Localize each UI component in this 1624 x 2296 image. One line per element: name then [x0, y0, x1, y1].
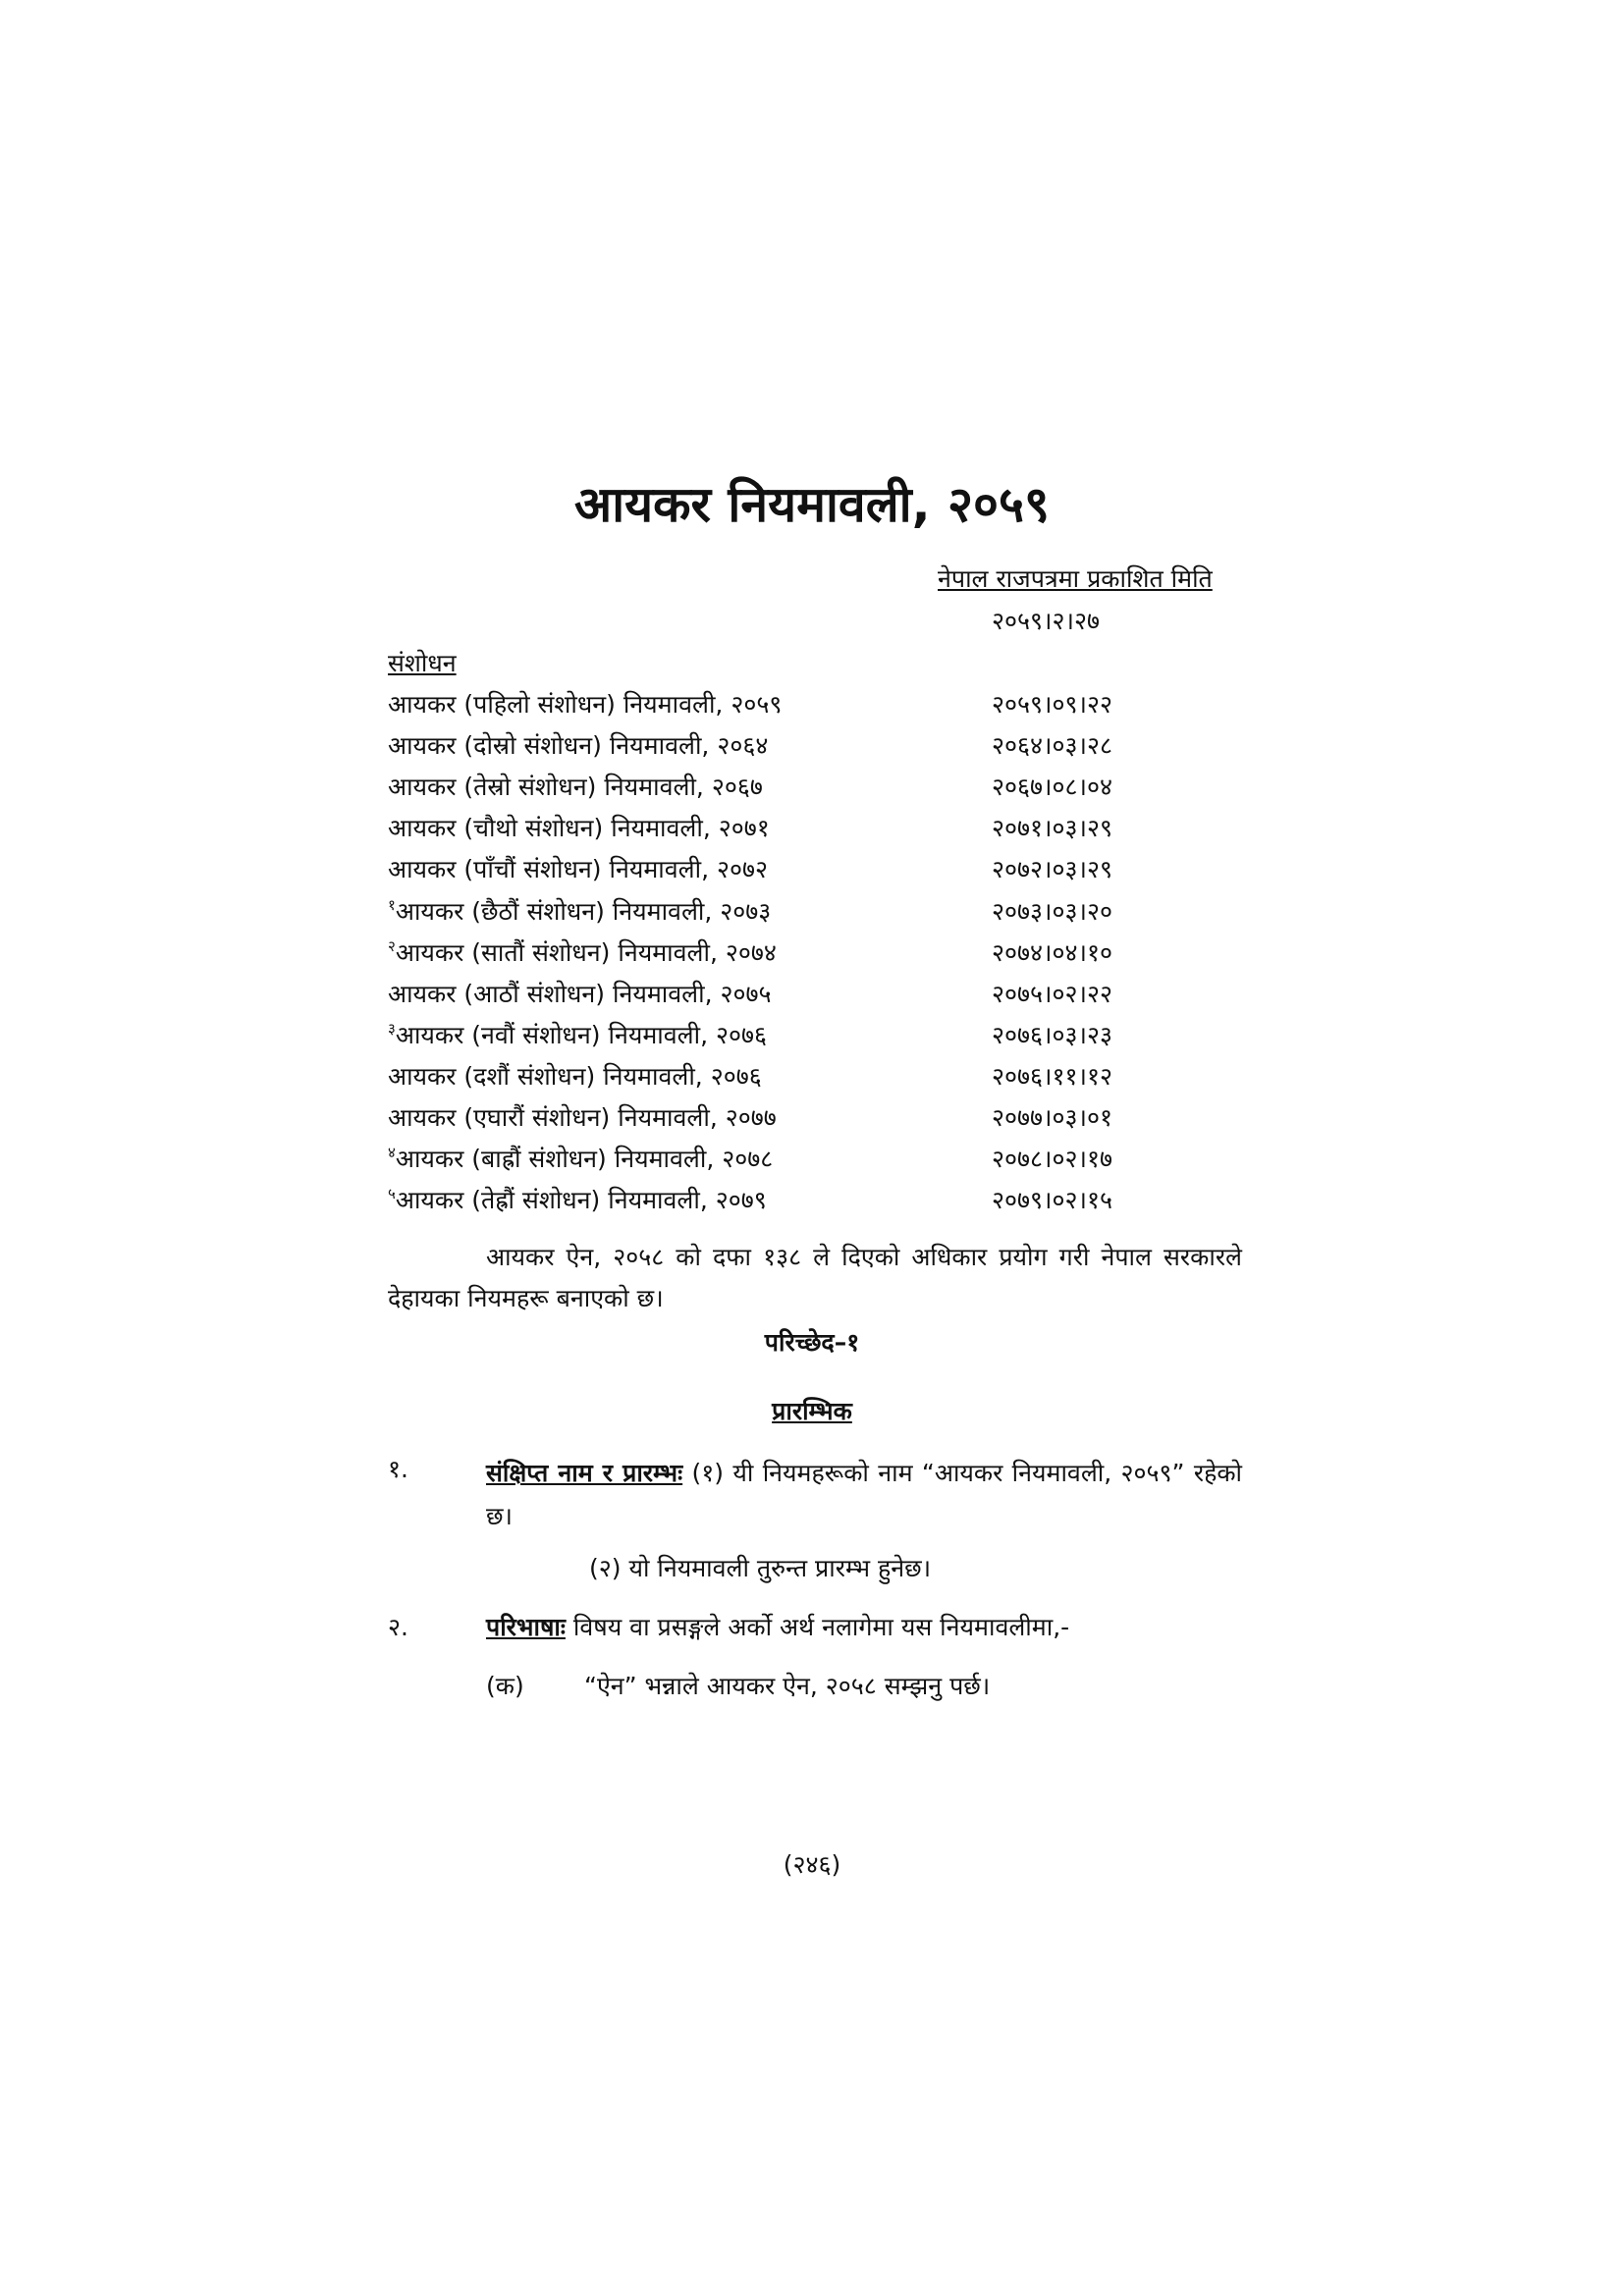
gazette-date: २०५९।२।२७	[992, 607, 1100, 635]
rule-2-body	[486, 1610, 1069, 1643]
page-title: आयकर नियमावली, २०५९	[574, 476, 1050, 533]
rule-1-number: १.	[388, 1455, 408, 1483]
amendment-name	[388, 687, 782, 721]
footnote-mark: १	[388, 896, 396, 914]
amendment-row	[0, 1100, 1624, 1142]
rule-2-heading: परिभाषाः	[486, 1613, 566, 1641]
clause-ka-text: “ऐन” भन्नाले आयकर ऐन, २०५८ सम्झनु पर्छ।	[584, 1672, 991, 1700]
chapter-title: प्रारम्भिक	[772, 1397, 852, 1425]
amendment-name	[388, 1142, 773, 1175]
amendment-row	[0, 728, 1624, 770]
amendment-row	[0, 1183, 1624, 1224]
amendment-title: आयकर (छैठौं संशोधन) नियमावली, २०७३	[395, 897, 772, 926]
footnote-mark: २	[388, 937, 396, 955]
amendment-name	[388, 1018, 767, 1051]
amendment-row	[0, 811, 1624, 852]
amendment-title: आयकर (नवौं संशोधन) नियमावली, २०७६	[395, 1021, 768, 1049]
chapter-label: परिच्छेद–१	[764, 1328, 860, 1357]
amendment-name	[388, 1059, 762, 1093]
footnote-mark: ३	[388, 1020, 396, 1038]
amendment-row	[0, 687, 1624, 728]
amendment-title: आयकर (तेह्रौं संशोधन) नियमावली, २०७९	[395, 1186, 767, 1214]
amendment-title: आयकर (दोस्रो संशोधन) नियमावली, २०६४	[388, 731, 769, 760]
rule-2-text: विषय वा प्रसङ्गले अर्को अर्थ नलागेमा यस नियमावलीमा,-	[572, 1613, 1070, 1641]
amendment-date: २०७६।०३।२३	[992, 1021, 1112, 1049]
amendment-date: २०७५।०२।२२	[992, 980, 1112, 1008]
amendment-title: आयकर (चौथो संशोधन) नियमावली, २०७१	[388, 814, 770, 842]
rule-1-body	[486, 1452, 1242, 1538]
amendment-row	[0, 1142, 1624, 1183]
amendment-title: आयकर (पहिलो संशोधन) नियमावली, २०५९	[388, 690, 783, 719]
amendment-row	[0, 770, 1624, 811]
amendment-title: आयकर (आठौं संशोधन) नियमावली, २०७५	[388, 980, 772, 1008]
amendments-heading: संशोधन	[388, 649, 457, 677]
amendment-row	[0, 852, 1624, 893]
amendment-name	[388, 935, 777, 969]
amendment-title: आयकर (बाह्रौं संशोधन) नियमावली, २०७८	[395, 1145, 774, 1173]
amendment-name	[388, 770, 763, 803]
amendment-row	[0, 935, 1624, 977]
amendment-row	[0, 894, 1624, 935]
amendment-date: २०५९।०९।२२	[992, 690, 1112, 719]
page-number: (२४६)	[783, 1850, 841, 1879]
amendment-date: २०६४।०३।२८	[992, 731, 1112, 760]
amendment-title: आयकर (एघारौं संशोधन) नियमावली, २०७७	[388, 1103, 777, 1132]
amendment-row	[0, 1059, 1624, 1100]
footnote-mark: ४	[388, 1144, 396, 1161]
amendment-title: आयकर (तेस्रो संशोधन) नियमावली, २०६७	[388, 773, 763, 801]
amendment-date: २०७३।०३।२०	[992, 897, 1112, 926]
amendment-name	[388, 894, 771, 928]
amendment-title: आयकर (सातौं संशोधन) नियमावली, २०७४	[395, 938, 777, 967]
amendment-name	[388, 1183, 767, 1216]
amendment-date: २०७१।०३।२९	[992, 814, 1112, 842]
amendment-date: २०७९।०२।१५	[992, 1186, 1112, 1214]
amendment-name	[388, 811, 770, 844]
footnote-mark: ५	[388, 1185, 396, 1202]
clause-ka-label: (क)	[486, 1672, 524, 1700]
amendment-name	[388, 728, 768, 762]
amendment-date: २०७७।०३।०१	[992, 1103, 1112, 1132]
amendment-date: २०७४।०४।१०	[992, 938, 1112, 967]
rule-1-text: (१) यी नियमहरूको नाम “आयकर नियमावली, २०५९” रहेको छ।	[486, 1459, 1243, 1530]
amendment-name	[388, 977, 772, 1010]
amendment-date: २०७२।०३।२९	[992, 855, 1112, 883]
rule-1-heading: संक्षिप्त नाम र प्रारम्भः	[486, 1459, 683, 1487]
amendment-date: २०७६।११।१२	[992, 1062, 1112, 1091]
amendment-title: आयकर (पाँचौं संशोधन) नियमावली, २०७२	[388, 855, 768, 883]
amendment-row	[0, 1018, 1624, 1059]
amendment-date: २०६७।०८।०४	[992, 773, 1112, 801]
amendment-name	[388, 852, 768, 885]
amendment-title: आयकर (दशौं संशोधन) नियमावली, २०७६	[388, 1062, 762, 1091]
preamble-paragraph: आयकर ऐन, २०५८ को दफा १३८ ले दिएको अधिकार प्रयोग गरी नेपाल सरकारले देहायका नियमहरू बनाएको छ।	[388, 1243, 1242, 1312]
gazette-label: नेपाल राजपत्रमा प्रकाशित मिति	[938, 564, 1213, 593]
rule-2-number: २.	[388, 1613, 408, 1641]
amendment-date: २०७८।०२।१७	[992, 1145, 1112, 1173]
amendment-name	[388, 1100, 777, 1134]
rule-1-subrule-2: (२) यो नियमावली तुरुन्त प्रारम्भ हुनेछ।	[589, 1554, 932, 1582]
amendment-row	[0, 977, 1624, 1018]
